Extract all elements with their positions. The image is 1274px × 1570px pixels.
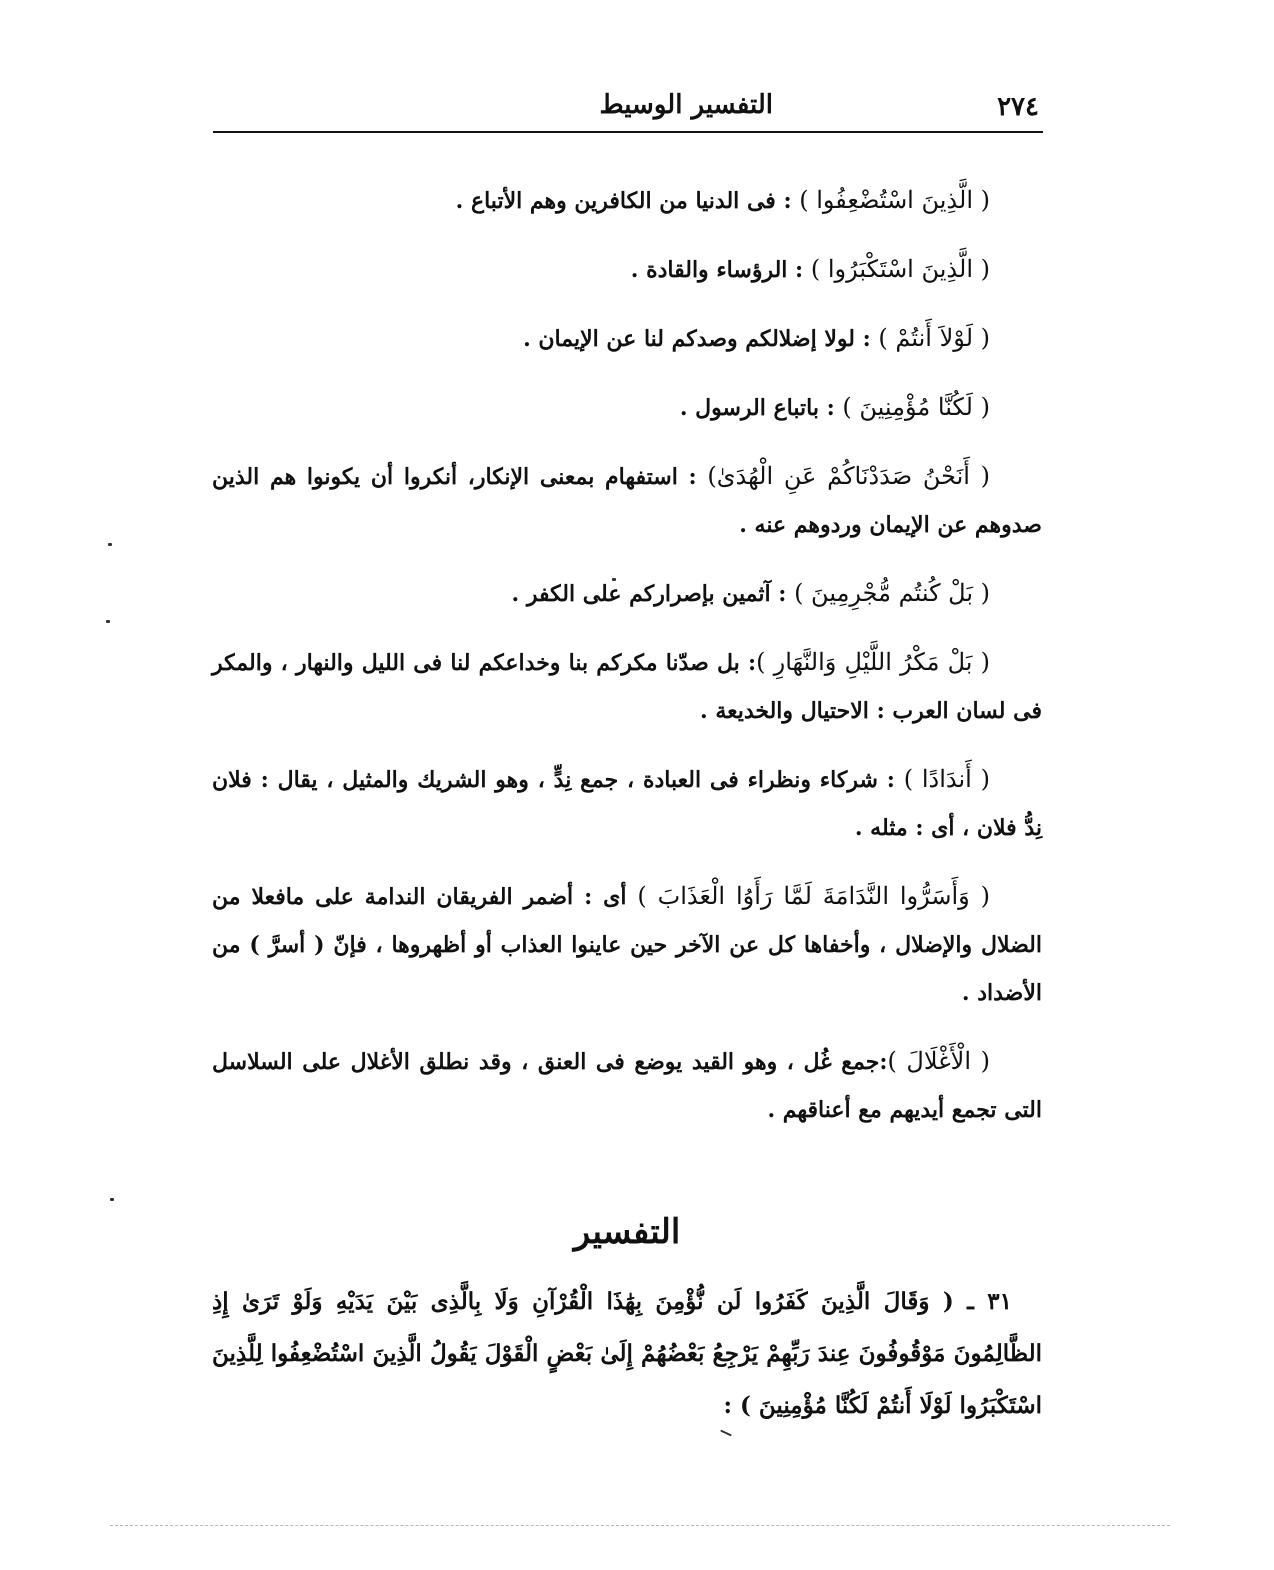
gloss-entry [212, 569, 1042, 618]
gloss-term: ( بَلْ مَكْرُ اللَّيْلِ وَالنَّهَارِ ) [756, 648, 990, 676]
gloss-definition: : شركاء ونظراء فى العبادة ، جمع نِدٍّ ، وهو الشريك والمثيل ، يقال : فلان نِدُّ فلان ، أى : مثله . [212, 767, 1042, 841]
section-heading: التفسير [573, 1212, 681, 1252]
scan-speck [108, 543, 112, 546]
verse-paragraph [212, 1276, 1042, 1432]
bottom-scan-rule [110, 1525, 1170, 1526]
gloss-term: ( لَكُنَّا مُؤْمِنِينَ ) [842, 393, 990, 421]
gloss-term: ( وَأَسَرُّوا النَّدَامَةَ لَمَّا رَأَوُا الْعَذَابَ ) [637, 882, 990, 910]
gloss-entry [212, 452, 1042, 549]
running-title: التفسير الوسيط [599, 90, 773, 120]
gloss-entry [212, 872, 1042, 1017]
verse-text: ( وَقَالَ الَّذِينَ كَفَرُوا لَن نُّؤْمِنَ بِهَٰذَا الْقُرْآنِ وَلَا بِالَّذِى بَيْنَ يَدَيْهِ وَلَوْ تَرَىٰ إِذِ الظَّالِمُونَ مَوْقُوفُونَ عِندَ رَبِّهِمْ يَرْجِعُ بَعْضُهُمْ إِلَىٰ بَعْضٍ الْقَوْلَ يَقُولُ الَّذِينَ اسْتُضْعِفُوا لِلَّذِينَ اسْتَكْبَرُوا لَوْلَا أَنتُمْ لَكُنَّا مُؤْمِنِينَ ) : [212, 1288, 1042, 1419]
page-number: ٢٧٤ [997, 92, 1039, 122]
gloss-entry [212, 755, 1042, 852]
gloss-entry [212, 638, 1042, 735]
gloss-entry [212, 176, 1042, 225]
gloss-term: ( بَلْ كُنتُم مُّجْرِمِينَ ) [794, 579, 990, 607]
gloss-term: ( أَنَحْنُ صَدَدْنَاكُمْ عَنِ الْهُدَىٰ) [707, 462, 990, 490]
header-rule [213, 131, 1043, 133]
gloss-definition: : لولا إضلالكم وصدكم لنا عن الإيمان . [523, 326, 879, 352]
glossary-section [212, 176, 1042, 1154]
gloss-definition: : بل صدّنا مكركم بنا وخداعكم لنا فى الليل والنهار ، والمكر فى لسان العرب : الاحتيال والخديعة . [212, 650, 1042, 724]
gloss-term: ( أَندَادًا ) [903, 765, 991, 793]
gloss-term: ( لَوْلاَ أَنتُمْ ) [878, 324, 990, 352]
gloss-entry [212, 1037, 1042, 1134]
gloss-definition: :جمع غُل ، وهو القيد يوضع فى العنق ، وقد نطلق الأغلال على السلاسل التى تجمع أيديهم مع أعناقهم . [212, 1049, 1042, 1123]
gloss-definition: : فى الدنيا من الكافرين وهم الأتباع . [455, 188, 800, 214]
gloss-term: ( الْأَغْلَالَ ) [887, 1047, 990, 1075]
gloss-definition: : استفهام بمعنى الإنكار، أنكروا أن يكونوا هم الذين صدوهم عن الإيمان وردوهم عنه . [212, 464, 1042, 538]
gloss-entry [212, 383, 1042, 432]
running-header [213, 86, 1043, 132]
gloss-definition: : باتباع الرسول . [679, 395, 843, 421]
verse-number: ٣١ ـ [967, 1288, 1012, 1315]
gloss-term: ( الَّذِينَ اسْتُضْعِفُوا ) [799, 186, 990, 214]
gloss-definition: أى : أضمر الفريقان الندامة على مافعلا من الضلال والإضلال ، وأخفاها كل عن الآخر حين عاينوا العذاب أو أظهروها ، فإنّ ( أسرَّ ) من الأضداد . [212, 884, 1042, 1006]
gloss-term: ( الَّذِينَ اسْتَكْبَرُوا ) [810, 255, 990, 283]
gloss-entry [212, 314, 1042, 363]
gloss-entry [212, 245, 1042, 294]
gloss-definition: : آثمين بإصراركم على الكفر . [511, 581, 795, 607]
scan-speck [106, 620, 110, 623]
scan-speck [612, 578, 616, 581]
gloss-definition: : الرؤساء والقادة . [630, 257, 811, 283]
scan-speck [110, 1198, 114, 1201]
